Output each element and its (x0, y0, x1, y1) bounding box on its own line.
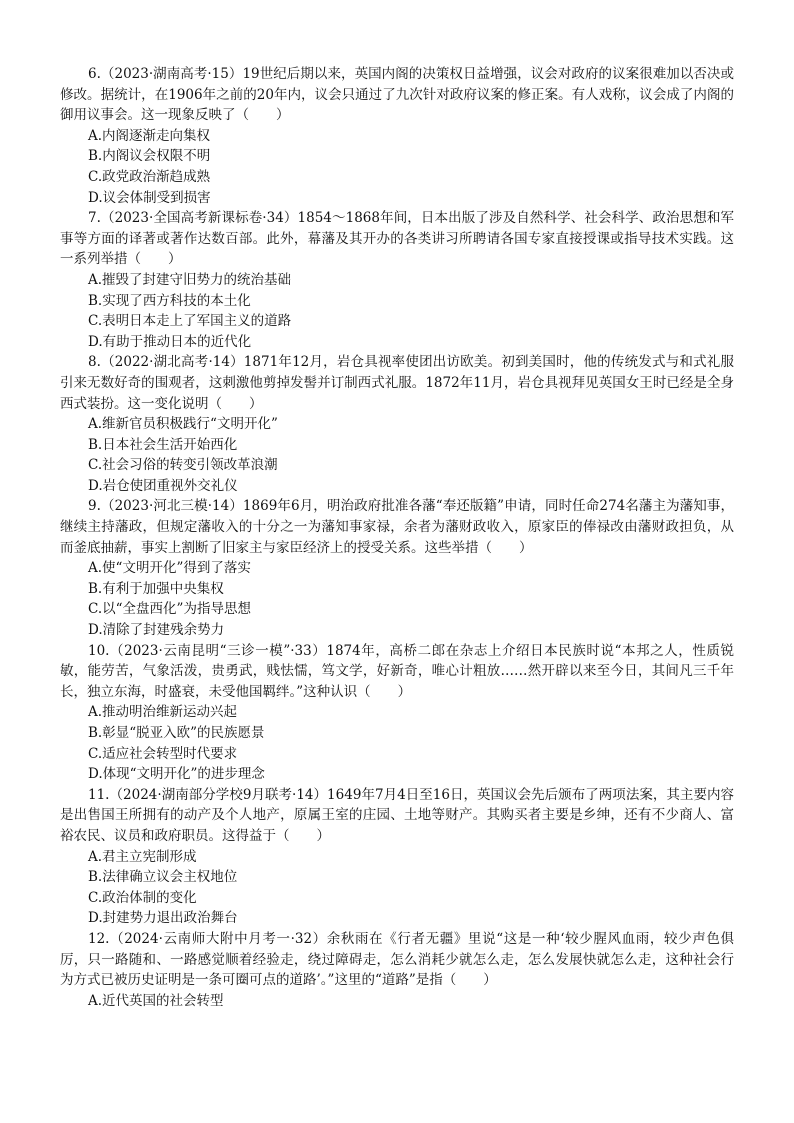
answer-option: D.封建势力退出政治舞台 (88, 910, 238, 927)
question-block (60, 785, 734, 929)
option-list (60, 558, 734, 640)
answer-option: C.政党政治渐趋成熟 (88, 168, 211, 185)
answer-option: A.使“文明开化”得到了落实 (88, 560, 251, 577)
answer-option: A.维新官员积极践行“文明开化” (88, 416, 278, 433)
option-list (60, 126, 734, 208)
question-block (60, 208, 734, 352)
question-stem: 12.（2024·云南师大附中月考一·32）余秋雨在《行者无疆》里说“这是一种‘较少腥风血雨，较少声色俱厉，只一路随和、一路感觉顺着经验走，绕过障碍走，怎么消耗少就怎么走，怎么发展快就怎么走，这种社会行为方式已被历史证明是一条可圈可点的道路’。”这里的“道路”是指（ ） (60, 930, 734, 989)
question-stem: 9.（2023·河北三模·14）1869年6月，明治政府批准各藩“奉还版籍”申请，同时任命274名藩主为藩知事，继续主持藩政，但规定藩收入的十分之一为藩知事家禄，余者为藩财政收入，原家臣的俸禄改由藩财政担负，从而釜底抽薪，事实上割断了旧家主与家臣经济上的授受关系。这些举措（ ） (60, 498, 734, 556)
question-stem: 10.（2023·云南昆明“三诊一模”·33）1874年，高桥二郎在杂志上介绍日本民族时说“本邦之人，性质锐敏，能劳苦，气象活泼，贵勇武，贱怯懦，笃文学，好新奇，唯心计粗放……然开辟以来至今日，其间凡三千年长，独立东海，时盛衰，未受他国羁绊。”这种认识（ ） (60, 642, 734, 700)
answer-option: B.日本社会生活开始西化 (88, 436, 238, 453)
answer-option: C.政治体制的变化 (88, 889, 197, 906)
question-stem: 7.（2023·全国高考新课标卷·34）1854～1868年间，日本出版了涉及自然科学、社会科学、政治思想和军事等方面的译著或著作达数百部。此外，幕藩及其开办的各类讲习所聘请各国专家直接授课或指导技术实践。这一系列举措（ ） (60, 210, 734, 268)
answer-option: B.彰显“脱亚入欧”的民族愿景 (88, 725, 265, 741)
option-list (60, 270, 734, 352)
option-list (60, 847, 734, 929)
question-block (60, 641, 734, 785)
answer-option: B.内阁议会权限不明 (88, 148, 211, 165)
answer-option: A.推动明治维新运动兴起 (88, 704, 238, 721)
question-stem: 6.（2023·湖南高考·15）19世纪后期以来，英国内阁的决策权日益增强，议会对政府的议案很难加以否决或修改。据统计，在1906年之前的20年内，议会只通过了九次针对政府议案的修正案。有人戏称，议会成了内阁的御用议事会。这一现象反映了（ ） (60, 66, 734, 124)
question-stem: 11.（2024·湖南部分学校9月联考·14）1649年7月4日至16日，英国议会先后颁布了两项法案，其主要内容是出售国王所拥有的动产及个人地产，原属王室的庄园、土地等财产。其购买者主要是乡绅，还有不少商人、富裕农民、议员和政府职员。这得益于（ ） (60, 786, 734, 844)
answer-option: D.清除了封建残余势力 (88, 622, 225, 639)
answer-option: A.君主立宪制形成 (88, 848, 197, 865)
question-block (60, 929, 734, 1011)
answer-option: D.有助于推动日本的近代化 (88, 333, 252, 350)
answer-option: A.摧毁了封建守旧势力的统治基础 (88, 271, 292, 288)
question-block (60, 352, 734, 496)
option-list (60, 991, 734, 1012)
answer-option: B.有利于加强中央集权 (88, 580, 224, 597)
answer-option: B.法律确立议会主权地位 (88, 869, 238, 886)
answer-option: C.社会习俗的转变引领改革浪潮 (88, 457, 278, 474)
answer-option: B.实现了西方科技的本土化 (88, 292, 251, 309)
option-list (60, 414, 734, 496)
question-stem: 8.（2022·湖北高考·14）1871年12月，岩仓具视率使团出访欧美。初到美国时，他的传统发式与和式礼服引来无数好奇的围观者，这刺激他剪掉发髻并订制西式礼服。1872年11月，岩仓具视拜见英国女王时已经是全身西式装扮。这一变化说明（ ） (60, 354, 734, 412)
answer-option: C.适应社会转型时代要求 (88, 745, 238, 762)
answer-option: C.表明日本走上了军国主义的道路 (88, 313, 292, 330)
answer-option: A.近代英国的社会转型 (88, 992, 224, 1009)
answer-option: A.内阁逐渐走向集权 (88, 127, 211, 144)
question-block (60, 496, 734, 640)
answer-option: D.议会体制受到损害 (88, 189, 211, 206)
question-block (60, 64, 734, 208)
answer-option: D.岩仓使团重视外交礼仪 (88, 477, 238, 494)
option-list (60, 702, 734, 784)
answer-option: C.以“全盘西化”为指导思想 (88, 601, 251, 618)
answer-option: D.体现“文明开化”的进步理念 (88, 766, 265, 783)
